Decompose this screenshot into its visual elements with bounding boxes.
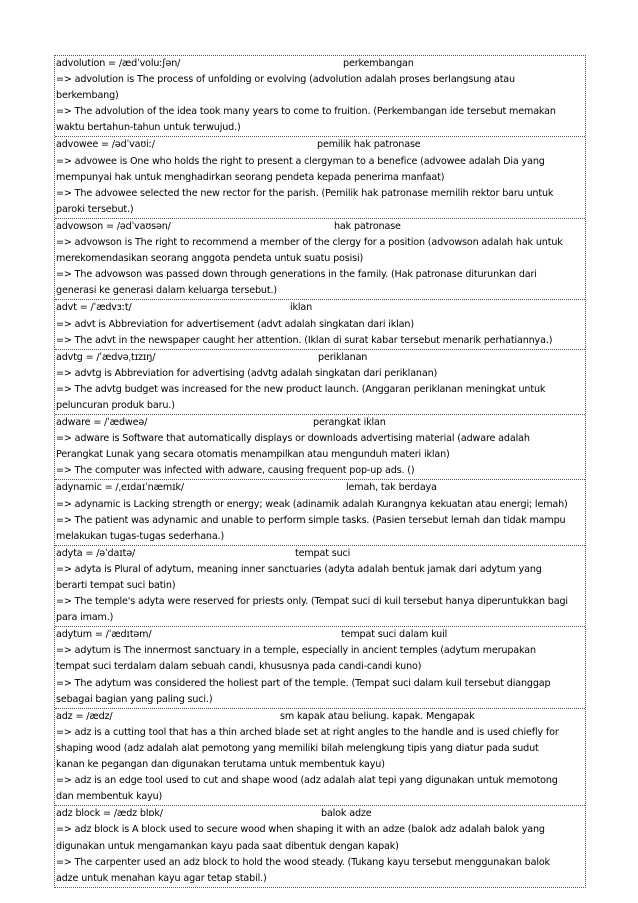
entry-translation: hak patronase xyxy=(334,220,401,232)
entry-definition-line: shaping wood (adz adalah alat pemotong yang memiliki bilah melengkung tipis yang diatur pada sudut xyxy=(56,742,539,754)
entry-definition-line: melakukan tugas-tugas sederhana.) xyxy=(56,530,225,542)
entry-translation: tempat suci xyxy=(295,547,351,559)
entry-definition-line: => advowee is One who holds the right to present a clergyman to a benefice (advowee adalah Dia yang xyxy=(56,155,545,167)
entry-definition-line: kanan ke pegangan dan digunakan terutama untuk membentuk kayu) xyxy=(56,759,385,771)
entry-headword: adynamic = /ˌeɪdaɪˈnæmɪk/ xyxy=(56,482,184,494)
entry-definition-line: => adyta is Plural of adytum, meaning inner sanctuaries (adyta adalah bentuk jamak dari adytum yang xyxy=(56,563,542,575)
entry-headword: adytum = /ˈædɪtəm/ xyxy=(56,629,152,641)
entry-definition-line: berkembang) xyxy=(56,90,119,102)
entry-definition-line: => adynamic is Lacking strength or energy; weak (adinamik adalah Kurangnya kekuatan atau energi; lemah) xyxy=(56,498,568,510)
entry-definition-line: => adytum is The innermost sanctuary in a temple, especially in ancient temples (adytum merupakan xyxy=(56,645,536,657)
entry-header xyxy=(55,709,585,725)
dictionary-entry xyxy=(55,350,585,415)
dictionary-entry xyxy=(55,546,585,627)
entry-definition-line: digunakan untuk mengamankan kayu pada saat dibentuk dengan kapak) xyxy=(56,840,399,852)
entry-translation: periklanan xyxy=(318,351,368,363)
entry-definition-line: => The temple's adyta were reserved for priests only. (Tempat suci di kuil tersebut hanya diperuntukkan bagi xyxy=(56,596,568,608)
entry-headword: advt = /ˈædvɜːt/ xyxy=(56,302,132,314)
entry-headword: advowee = /ədˈvaʊiː/ xyxy=(56,139,155,151)
entry-translation: perkembangan xyxy=(343,58,414,69)
entry-headword: advolution = /ædˈvoluːʃən/ xyxy=(56,58,181,69)
entry-definition-line: => The advtg budget was increased for the new product launch. (Anggaran periklanan meningkat untuk xyxy=(56,383,546,395)
entry-definition-line: => The computer was infected with adware, causing frequent pop-up ads. () xyxy=(56,465,415,477)
entry-definition-line: waktu bertahun-tahun untuk terwujud.) xyxy=(56,122,241,134)
entry-definition-line: => The carpenter used an adz block to hold the wood steady. (Tukang kayu tersebut menggunakan balok xyxy=(56,856,550,868)
entry-definition-line: adze untuk menahan kayu agar tetap stabil.) xyxy=(56,872,267,884)
dictionary-entry xyxy=(55,56,585,137)
entry-header xyxy=(55,546,585,562)
dictionary-entry xyxy=(55,137,585,218)
entry-translation: balok adze xyxy=(321,808,372,820)
dictionary-entry xyxy=(55,709,585,807)
entry-header xyxy=(55,806,585,822)
entry-definition-line: tempat suci terdalam dalam sebuah candi, khususnya pada candi-candi kuno) xyxy=(56,661,422,673)
entry-definition-line: => The advowson was passed down through generations in the family. (Hak patronase diturunkan dari xyxy=(56,269,537,281)
entry-definition-line: para imam.) xyxy=(56,612,114,624)
dictionary-entry xyxy=(55,219,585,300)
entry-header xyxy=(55,300,585,316)
entry-header xyxy=(55,415,585,431)
entry-definition-line: => advt is Abbreviation for advertisement (advt adalah singkatan dari iklan) xyxy=(56,318,414,330)
entry-headword: adz block = /ædz blɒk/ xyxy=(56,808,163,820)
entry-definition-line: paroki tersebut.) xyxy=(56,203,134,215)
dictionary-entry xyxy=(55,300,585,349)
entry-definition-line: => adware is Software that automatically displays or downloads advertising material (adware adalah xyxy=(56,433,530,445)
entry-headword: adware = /ˈædweə/ xyxy=(56,417,148,429)
entry-definition-line: merekomendasikan seorang anggota pendeta untuk suatu posisi) xyxy=(56,253,364,265)
dictionary-entry xyxy=(55,415,585,480)
entry-definition-line: => advolution is The process of unfolding or evolving (advolution adalah proses berlangsung atau xyxy=(56,74,515,86)
entry-definition-line: => adz is a cutting tool that has a thin arched blade set at right angles to the handle and is used chiefly for xyxy=(56,726,559,738)
entry-definition-line: => adz block is A block used to secure wood when shaping it with an adze (balok adz adalah balok yang xyxy=(56,824,545,836)
entry-header xyxy=(55,627,585,643)
entry-definition-line: => advowson is The right to recommend a member of the clergy for a position (advowson adalah hak untuk xyxy=(56,237,563,249)
entry-definition-line: => adz is an edge tool used to cut and shape wood (adz adalah alat tepi yang digunakan untuk memotong xyxy=(56,775,558,787)
entry-header xyxy=(55,219,585,235)
entry-definition-line: => advtg is Abbreviation for advertising (advtg adalah singkatan dari periklanan) xyxy=(56,367,438,379)
entry-headword: adz = /ædz/ xyxy=(56,710,113,722)
entry-translation: sm kapak atau beliung. kapak. Mengapak xyxy=(280,710,475,722)
entry-translation: tempat suci dalam kuil xyxy=(341,629,448,641)
entry-definition-line: Perangkat Lunak yang secara otomatis menampilkan atau mengunduh materi iklan) xyxy=(56,449,450,461)
entry-headword: advtg = /ˈædvəˌtɪzɪŋ/ xyxy=(56,351,156,363)
entry-header xyxy=(55,350,585,366)
entry-definition-line: peluncuran produk baru.) xyxy=(56,399,175,411)
entry-definition-line: generasi ke generasi dalam keluarga tersebut.) xyxy=(56,285,277,297)
dictionary-entry xyxy=(55,480,585,545)
entry-definition-line: => The adytum was considered the holiest part of the temple. (Tempat suci dalam kuil tersebut dianggap xyxy=(56,677,551,689)
dictionary-entry xyxy=(55,806,585,886)
entry-header xyxy=(55,56,585,72)
entry-translation: perangkat iklan xyxy=(313,417,386,429)
entry-translation: pemilik hak patronase xyxy=(317,139,421,151)
dictionary-entry xyxy=(55,627,585,708)
entry-definition-line: mempunyai hak untuk menghadirkan seorang pendeta kepada penerima manfaat) xyxy=(56,171,445,183)
entry-definition-line: => The advt in the newspaper caught her attention. (Iklan di surat kabar tersebut menarik perhatiannya.) xyxy=(56,334,553,346)
entry-translation: lemah, tak berdaya xyxy=(346,482,437,494)
entry-headword: adyta = /əˈdaɪtə/ xyxy=(56,547,136,559)
entry-definition-line: => The patient was adynamic and unable to perform simple tasks. (Pasien tersebut lemah dan tidak mampu xyxy=(56,514,566,526)
entry-definition-line: sebagai bagian yang paling suci.) xyxy=(56,693,213,705)
entry-definition-line: => The advolution of the idea took many years to come to fruition. (Perkembangan ide tersebut memakan xyxy=(56,106,556,118)
entry-header xyxy=(55,137,585,153)
dictionary-table xyxy=(54,55,586,888)
entry-definition-line: => The advowee selected the new rector for the parish. (Pemilik hak patronase memilih rektor baru untuk xyxy=(56,187,554,199)
entry-definition-line: berarti tempat suci batin) xyxy=(56,580,176,591)
entry-header xyxy=(55,480,585,496)
entry-translation: iklan xyxy=(290,302,313,314)
entry-definition-line: dan membentuk kayu) xyxy=(56,791,163,803)
entry-headword: advowson = /ədˈvaʊsən/ xyxy=(56,220,171,232)
